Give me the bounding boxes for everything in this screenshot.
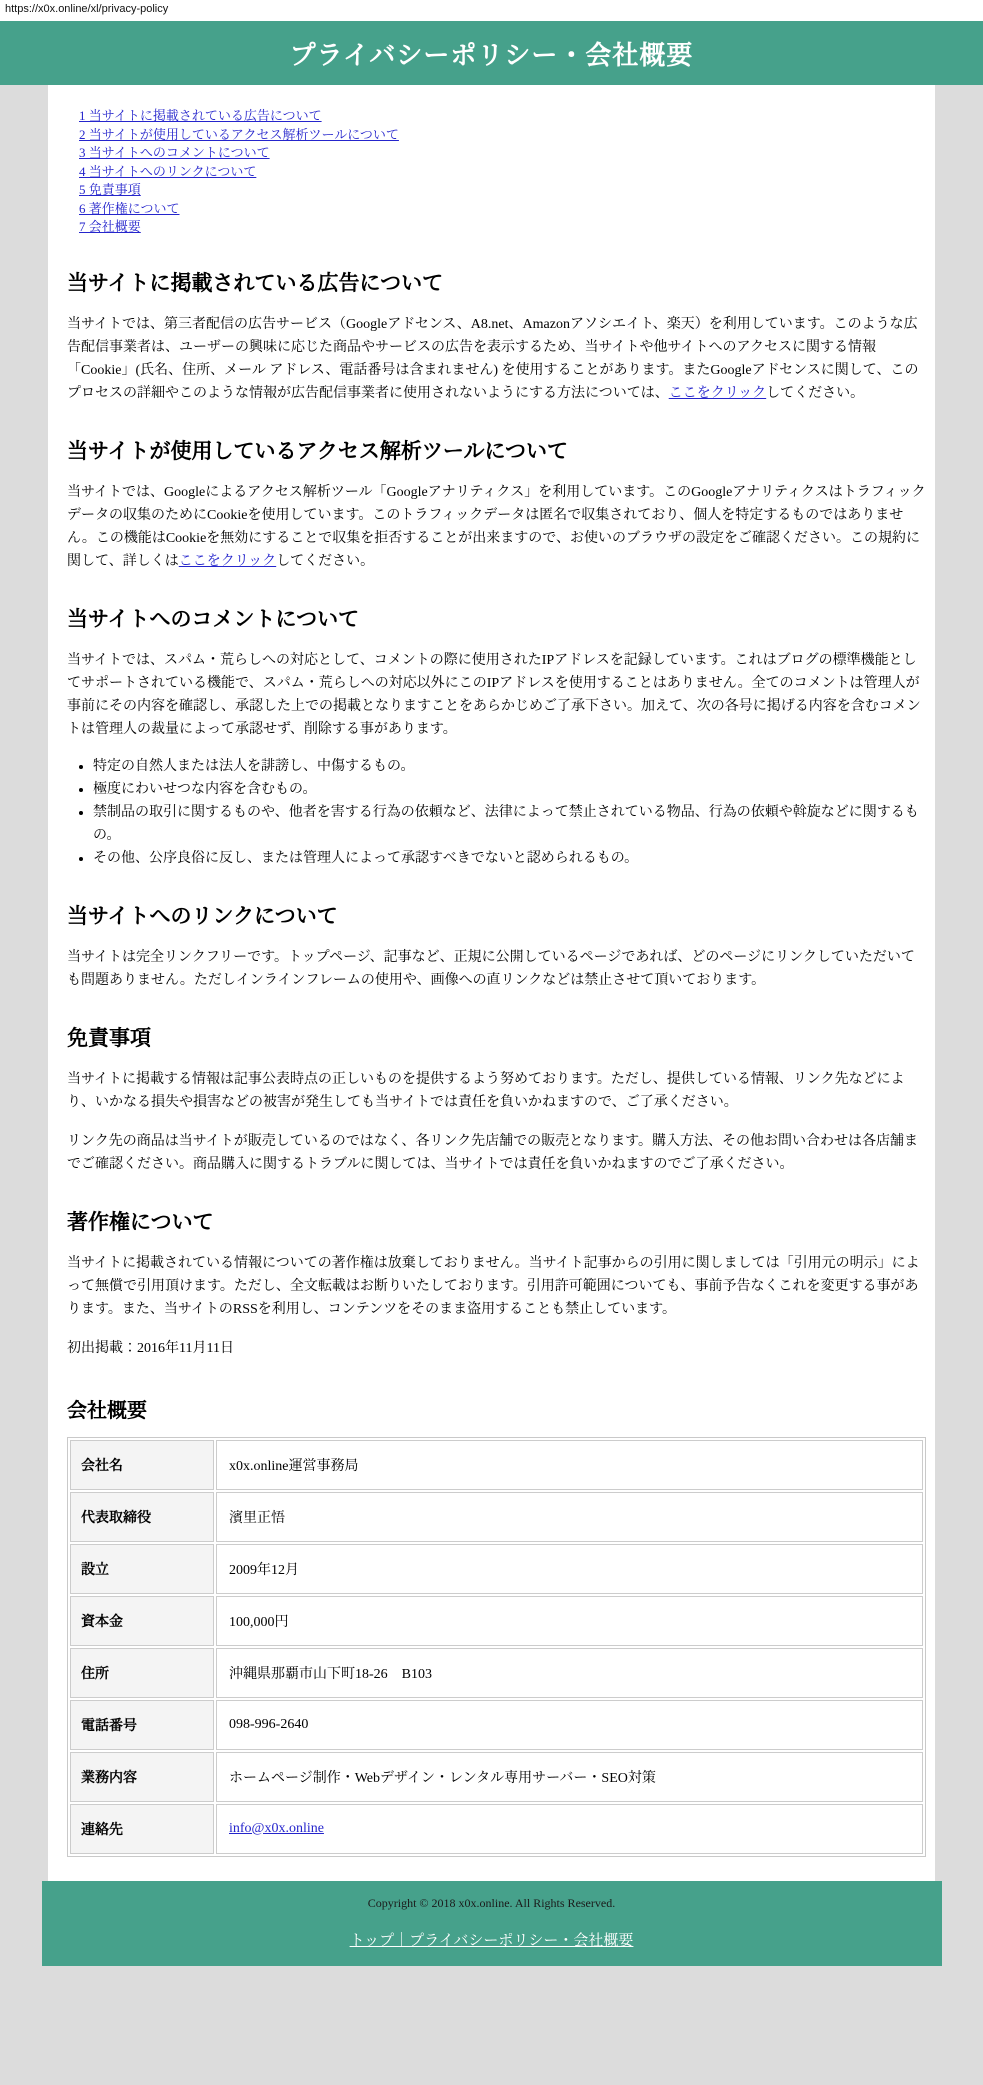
company-info-table [67, 1437, 926, 1857]
browser-url: https://x0x.online/xl/privacy-policy [0, 0, 983, 21]
company-address-value: 沖縄県那覇市山下町18-26 B103 [216, 1648, 923, 1698]
section-ads [67, 267, 926, 405]
footer-nav-link[interactable]: トップ｜プライバシーポリシー・会社概要 [349, 1931, 634, 1949]
section-analytics [67, 435, 926, 573]
section-analytics-paragraph [67, 481, 926, 573]
toc-link-comments[interactable]: 3 当サイトへのコメントについて [79, 145, 270, 160]
section-copyright-policy [67, 1206, 926, 1321]
section-analytics-text-after: してください。 [276, 553, 375, 569]
table-row [70, 1700, 923, 1750]
company-contact-value [216, 1804, 923, 1854]
section-analytics-text: 当サイトでは、Googleによるアクセス解析ツール「Googleアナリティクス」を利用しています。このGoogleアナリティクスはトラフィックデータの収集のためにCookieを使用しています。このトラフィックデータは匿名で収集されており、個人を特定するものではありません。この機能はCookieを無効にすることで収集を拒否することが出来ますので、お使いのブラウザの設定をご確認ください。この規約に関して、詳しくは [67, 484, 926, 569]
list-item: • 特定の自然人または法人を誹謗し、中傷するもの。 [93, 755, 926, 778]
section-copyright-heading: 著作権について [67, 1210, 214, 1234]
section-company [67, 1394, 926, 1857]
company-business-value: ホームページ制作・Webデザイン・レンタル専用サーバー・SEO対策 [216, 1752, 923, 1802]
company-name-value: x0x.online運営事務局 [216, 1440, 923, 1490]
section-company-heading: 会社概要 [67, 1399, 147, 1422]
toc-link-company[interactable]: 7 会社概要 [79, 219, 141, 234]
comment-rules-list [67, 755, 926, 870]
main-content [48, 85, 935, 1881]
toc-link-copyright[interactable]: 6 著作権について [79, 200, 180, 216]
company-phone-label: 電話番号 [70, 1700, 214, 1750]
section-ads-text: 当サイトでは、第三者配信の広告サービス（Googleアドセンス、A8.net、Amazonアソシエイト、楽天）を利用しています。このような広告配信事業者は、ユーザーの興味に応じた商品やサービスの広告を表示するため、当サイトや他サイトへのアクセスに関する情報 「Cookie」(氏名、住所、メール アドレス、電話番号は含まれません) を使用することがあります。またGoogleアドセンスに関して、このプロセスの詳細やこのような情報が広告配信事業者に使用されないようにする方法については、 [67, 316, 919, 401]
company-founded-label: 設立 [70, 1544, 214, 1594]
company-founded-value: 2009年12月 [216, 1544, 923, 1594]
section-comments [67, 603, 926, 870]
section-disclaimer-heading: 免責事項 [67, 1026, 151, 1050]
section-ads-paragraph [67, 313, 926, 405]
toc-link-analytics[interactable]: 2 当サイトが使用しているアクセス解析ツールについて [79, 126, 399, 142]
section-links-heading: 当サイトへのリンクについて [67, 904, 338, 928]
section-disclaimer-paragraph-1: 当サイトに掲載する情報は記事公表時点の正しいものを提供するよう努めております。ただし、提供している情報、リンク先などにより、いかなる損失や損害などの被害が発生しても当サイトでは責任を負いかねますので、ご了承ください。 [67, 1071, 905, 1110]
first-published-date: 初出掲載：2016年11月11日 [67, 1340, 234, 1356]
section-links-paragraph: 当サイトは完全リンクフリーです。トップページ、記事など、正規に公開しているページであれば、どのページにリンクしていただいても問題ありません。ただしインラインフレームの使用や、画像への直リンクなどは禁止させて頂いております。 [67, 949, 915, 988]
toc-link-links[interactable]: 4 当サイトへのリンクについて [79, 163, 257, 179]
section-comments-heading: 当サイトへのコメントについて [67, 607, 360, 631]
page-header [0, 21, 983, 85]
company-address-label: 住所 [70, 1648, 214, 1698]
section-ads-text-after: してください。 [766, 385, 865, 401]
toc-link-disclaimer[interactable]: 5 免責事項 [79, 182, 141, 197]
company-ceo-value: 濱里正悟 [216, 1492, 923, 1542]
analytics-click-here-link[interactable]: ここをクリック [178, 553, 277, 569]
footer-copyright: Copyright © 2018 x0x.online. All Rights Reserved. [367, 1895, 616, 1910]
section-ads-heading: 当サイトに掲載されている広告について [67, 271, 444, 295]
toc-link-ads[interactable]: 1 当サイトに掲載されている広告について [79, 108, 322, 123]
list-item: • 極度にわいせつな内容を含むもの。 [93, 778, 926, 801]
section-disclaimer-paragraph-2: リンク先の商品は当サイトが販売しているのではなく、各リンク先店舗での販売となります。購入方法、その他お問い合わせは各店舗までご確認ください。商品購入に関するトラブルに関しては、当サイトでは責任を負いかねますのでご了承ください。 [67, 1133, 919, 1172]
section-copyright-paragraph: 当サイトに掲載されている情報についての著作権は放棄しておりません。当サイト記事からの引用に関しましては「引用元の明示」によって無償で引用頂けます。ただし、全文転載はお断りいたしております。引用許可範囲についても、事前予告なくこれを変更する事があります。また、当サイトのRSSを利用し、コンテンツをそのまま盗用することも禁止しています。 [67, 1255, 920, 1317]
page-title: プライバシーポリシー・会社概要 [289, 39, 694, 70]
table-row [70, 1492, 923, 1542]
section-disclaimer [67, 1022, 926, 1176]
table-row [70, 1752, 923, 1802]
table-row [70, 1648, 923, 1698]
table-row [70, 1440, 923, 1490]
company-ceo-label: 代表取締役 [70, 1492, 214, 1542]
table-row [70, 1544, 923, 1594]
page-footer [42, 1881, 942, 1966]
table-row [70, 1804, 923, 1854]
list-item: • その他、公序良俗に反し、または管理人によって承認すべきでないと認められるもの。 [93, 847, 926, 870]
company-capital-label: 資本金 [70, 1596, 214, 1646]
company-business-label: 業務内容 [70, 1752, 214, 1802]
section-analytics-heading: 当サイトが使用しているアクセス解析ツールについて [67, 439, 569, 463]
company-phone-value: 098-996-2640 [216, 1700, 923, 1750]
company-contact-label: 連絡先 [70, 1804, 214, 1854]
company-capital-value: 100,000円 [216, 1596, 923, 1646]
table-of-contents [79, 107, 926, 237]
ads-click-here-link[interactable]: ここをクリック [668, 385, 767, 401]
section-comments-paragraph: 当サイトでは、スパム・荒らしへの対応として、コメントの際に使用されたIPアドレスを記録しています。これはブログの標準機能としてサポートされている機能で、スパム・荒らしへの対応以外にこのIPアドレスを使用することはありません。全てのコメントは管理人が事前にその内容を確認し、承認した上での掲載となりますことをあらかじめご了承下さい。加えて、次の各号に掲げる内容を含むコメントは管理人の裁量によって承認せず、削除する事があります。 [67, 652, 921, 737]
contact-email-link[interactable]: info@x0x.online [229, 1820, 324, 1836]
company-name-label: 会社名 [70, 1440, 214, 1490]
table-row [70, 1596, 923, 1646]
section-links [67, 900, 926, 992]
list-item: • 禁制品の取引に関するものや、他者を害する行為の依頼など、法律によって禁止されている物品、行為の依頼や斡旋などに関するもの。 [93, 801, 926, 847]
